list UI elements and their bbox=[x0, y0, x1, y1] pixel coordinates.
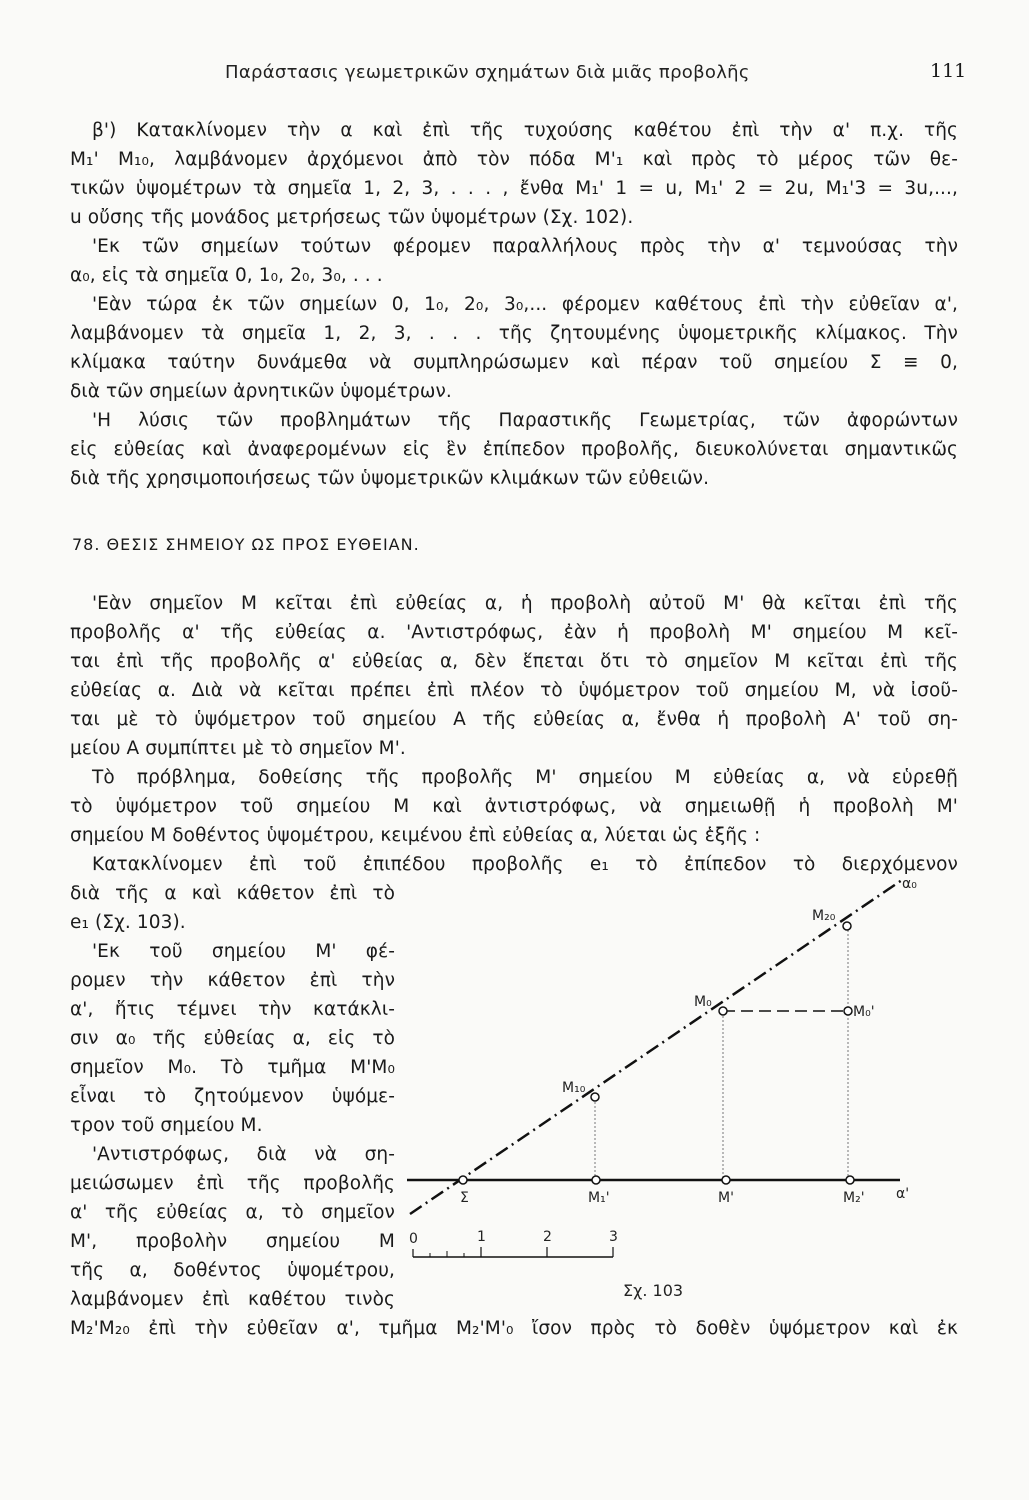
text-line: λαμβάνομεν τὰ σημεῖα 1, 2, 3, . . . τῆς ζητουμένης ὑψομετρικῆς κλίμακος. Τὴν bbox=[70, 323, 958, 344]
point-M0p bbox=[844, 1007, 852, 1015]
point-M2p bbox=[846, 1176, 854, 1184]
text-line: α₀, εἰς τὰ σημεῖα 0, 1₀, 2₀, 3₀, . . . bbox=[70, 265, 383, 286]
text-line: u οὔσης τῆς μονάδος μετρήσεως τῶν ὑψομέτρων (Σχ. 102). bbox=[70, 207, 634, 228]
label-M10: M₁₀ bbox=[562, 1080, 586, 1096]
label-M2p: M₂' bbox=[843, 1190, 865, 1206]
label-M0: M₀ bbox=[694, 994, 712, 1010]
label-M0p: M₀' bbox=[853, 1004, 875, 1020]
scale-tick-2: 2 bbox=[543, 1229, 552, 1245]
label-sigma: Σ bbox=[460, 1190, 469, 1206]
text-line: σημεῖον M₀. Τὸ τμῆμα M'M₀ bbox=[70, 1057, 395, 1078]
label-a0: α₀ bbox=[902, 876, 917, 892]
text-line: 'Εὰν τώρα ἐκ τῶν σημείων 0, 1₀, 2₀, 3₀,... φέρομεν καθέτους ἐπὶ τὴν εὐθεῖαν α', bbox=[92, 294, 958, 315]
text-line: τῆς α, δοθέντος ὑψομέτρου, bbox=[70, 1260, 395, 1281]
text-line: τὸ ὑψόμετρον τοῦ σημείου M καὶ ἀντιστρόφως, νὰ σημειωθῇ ἡ προβολὴ M' bbox=[70, 796, 958, 817]
text-line: προβολῆς α' τῆς εὐθείας α. 'Αντιστρόφως, ἐὰν ἡ προβολὴ M' σημείου M κεῖ- bbox=[70, 622, 958, 643]
text-line: ται ἐπὶ τῆς προβολῆς α' εὐθείας α, δὲν ἕπεται ὅτι τὸ σημεῖον M κεῖται ἐπὶ τῆς bbox=[70, 651, 958, 672]
line-a0 bbox=[410, 880, 902, 1214]
text-line: 'Η λύσις τῶν προβλημάτων τῆς Παραστικῆς Γεωμετρίας, τῶν ἀφορώντων bbox=[92, 410, 958, 431]
text-line: M', προβολὴν σημείου M bbox=[70, 1231, 395, 1252]
text-line: Τὸ πρόβλημα, δοθείσης τῆς προβολῆς M' σημείου M εὐθείας α, νὰ εὑρεθῇ bbox=[92, 767, 958, 788]
text-line: κλίμακα ταύτην δυνάμεθα νὰ συμπληρώσωμεν καὶ πέραν τοῦ σημείου Σ ≡ 0, bbox=[70, 352, 958, 373]
scale-tick-1: 1 bbox=[477, 1229, 486, 1245]
text-line: ται μὲ τὸ ὑψόμετρον τοῦ σημείου A τῆς εὐθείας α, ἔνθα ἡ προβολὴ A' τοῦ ση- bbox=[70, 709, 958, 730]
scale-tick-3: 3 bbox=[609, 1229, 618, 1245]
text-line: M₁' M₁₀, λαμβάνομεν ἀρχόμενοι ἀπὸ τὸν πόδα M'₁ καὶ πρὸς τὸ μέρος τῶν θε- bbox=[70, 149, 958, 170]
text-line: ρομεν τὴν κάθετον ἐπὶ τὴν bbox=[70, 970, 395, 991]
text-line: β') Κατακλίνομεν τὴν α καὶ ἐπὶ τῆς τυχούσης καθέτου ἐπὶ τὴν α' π.χ. τῆς bbox=[92, 120, 958, 141]
label-Mp: M' bbox=[718, 1190, 734, 1206]
text-line: μείου A συμπίπτει μὲ τὸ σημεῖον M'. bbox=[70, 738, 406, 759]
text-line: τρον τοῦ σημείου M. bbox=[70, 1115, 263, 1136]
text-line: 'Εὰν σημεῖον M κεῖται ἐπὶ εὐθείας α, ἡ προβολὴ αὐτοῦ M' θὰ κεῖται ἐπὶ τῆς bbox=[92, 593, 958, 614]
text-line: σιν α₀ τῆς εὐθείας α, εἰς τὸ bbox=[70, 1028, 395, 1049]
section-heading: 78. ΘΕΣΙΣ ΣΗΜΕΙΟΥ ΩΣ ΠΡΟΣ ΕΥΘΕΙΑΝ. bbox=[72, 535, 420, 554]
point-sigma bbox=[459, 1176, 467, 1184]
text-line: μειώσωμεν ἐπὶ τῆς προβολῆς bbox=[70, 1173, 395, 1194]
point-Mp bbox=[722, 1176, 730, 1184]
text-line: λαμβάνομεν ἐπὶ καθέτου τινὸς bbox=[70, 1289, 395, 1310]
text-line: τικῶν ὑψομέτρων τὰ σημεῖα 1, 2, 3, . . . , ἔνθα M₁' 1 = u, M₁' 2 = 2u, M₁'3 = 3u,..., bbox=[70, 178, 958, 199]
text-line: Κατακλίνομεν ἐπὶ τοῦ ἐπιπέδου προβολῆς e₁ τὸ ἐπίπεδον τὸ διερχόμενον bbox=[92, 854, 958, 875]
text-line: εἰς εὐθείας καὶ ἀναφερομένων εἰς ἓν ἐπίπεδον προβολῆς, διευκολύνεται σημαντικῶς bbox=[70, 439, 958, 460]
text-line: διὰ τῶν σημείων ἀρνητικῶν ὑψομέτρων. bbox=[70, 381, 452, 402]
scale-tick-0: 0 bbox=[409, 1231, 418, 1247]
point-M20 bbox=[843, 922, 851, 930]
page-number: 111 bbox=[930, 60, 967, 82]
label-M1p: M₁' bbox=[588, 1190, 610, 1206]
text-line: εἶναι τὸ ζητούμενον ὑψόμε- bbox=[70, 1086, 395, 1107]
text-line: 'Εκ τῶν σημείων τούτων φέρομεν παραλλήλους πρὸς τὴν α' τεμνούσας τὴν bbox=[92, 236, 958, 257]
point-M1p bbox=[592, 1176, 600, 1184]
scale-bar bbox=[409, 1229, 618, 1257]
text-line: α', ἥτις τέμνει τὴν κατάκλι- bbox=[70, 999, 395, 1020]
text-line: e₁ (Σχ. 103). bbox=[70, 912, 186, 933]
label-a-prime: α' bbox=[896, 1186, 910, 1202]
point-M0 bbox=[719, 1007, 727, 1015]
text-line: σημείου M δοθέντος ὑψομέτρου, κειμένου ἐπὶ εὐθείας α, λύεται ὡς ἑξῆς : bbox=[70, 825, 761, 846]
text-line: α' τῆς εὐθείας α, τὸ σημεῖον bbox=[70, 1202, 395, 1223]
point-M10 bbox=[591, 1093, 599, 1101]
text-line: διὰ τῆς χρησιμοποιήσεως τῶν ὑψομετρικῶν κλιμάκων τῶν εὐθειῶν. bbox=[70, 468, 710, 489]
text-line: εὐθείας α. Διὰ νὰ κεῖται πρέπει ἐπὶ πλέον τὸ ὑψόμετρον τοῦ σημείου M, νὰ ἰσοῦ- bbox=[70, 680, 958, 701]
text-line: 'Εκ τοῦ σημείου M' φέ- bbox=[92, 941, 395, 962]
running-title: Παράστασις γεωμετρικῶν σχημάτων διὰ μιᾶς προβολῆς bbox=[225, 62, 750, 83]
text-line: M₂'M₂₀ ἐπὶ τὴν εὐθεῖαν α', τμῆμα M₂'M'₀ ἴσον πρὸς τὸ δοθὲν ὑψόμετρον καὶ ἐκ bbox=[70, 1318, 958, 1339]
label-M20: M₂₀ bbox=[812, 908, 836, 924]
figure-caption: Σχ. 103 bbox=[623, 1281, 684, 1300]
text-line: διὰ τῆς α καὶ κάθετον ἐπὶ τὸ bbox=[70, 883, 395, 904]
text-line: 'Αντιστρόφως, διὰ νὰ ση- bbox=[92, 1144, 395, 1165]
